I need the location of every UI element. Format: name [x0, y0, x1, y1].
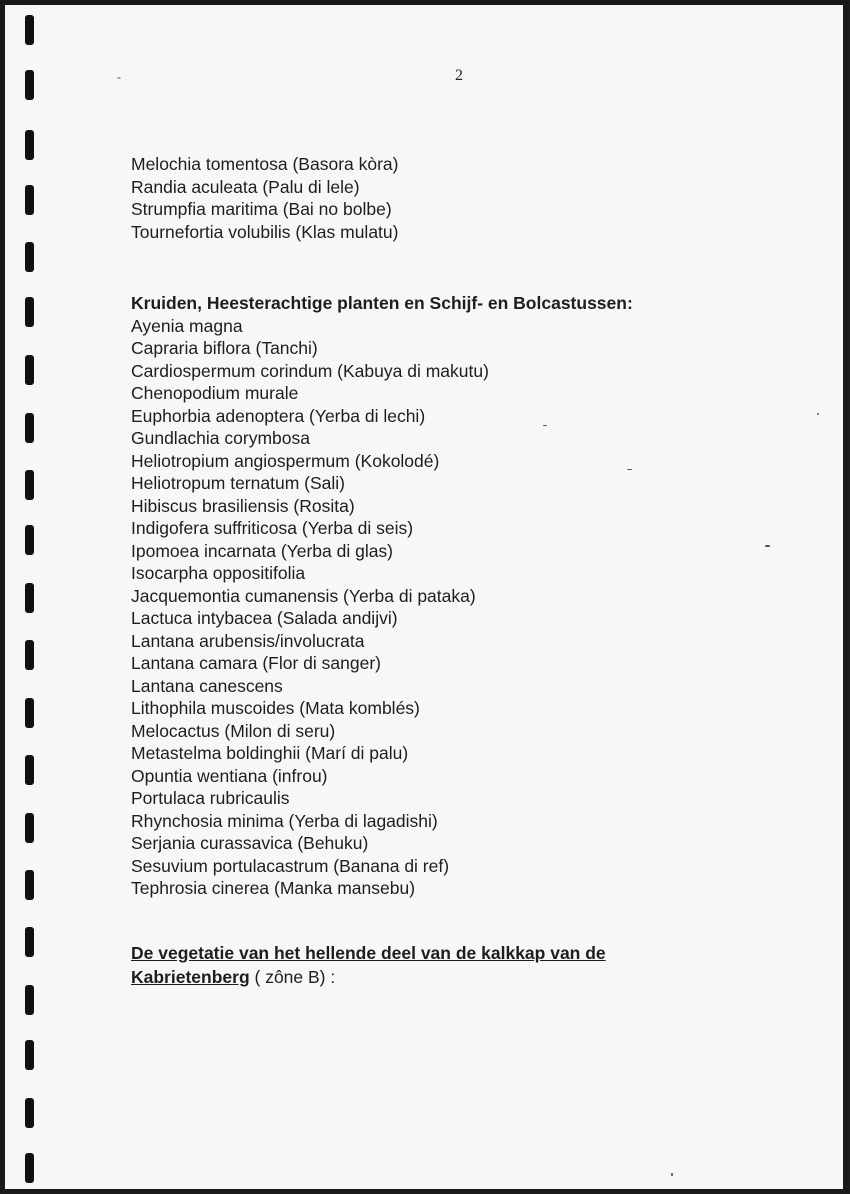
list-item: Isocarpha oppositifolia: [131, 563, 306, 583]
list-item: Serjania curassavica (Behuku): [131, 833, 369, 853]
binding-hole: [25, 755, 34, 785]
list-item: Lantana canescens: [131, 675, 283, 696]
list-item: Rhynchosia minima (Yerba di lagadishi): [131, 810, 438, 831]
list-item: Tournefortia volubilis (Klas mulatu): [131, 221, 399, 242]
list-item: Opuntia wentiana (infrou): [131, 765, 328, 786]
binding-hole: [25, 413, 34, 443]
binding-hole: [25, 583, 34, 613]
scan-speck: [543, 425, 547, 426]
binding-hole: [25, 985, 34, 1015]
list-item: Strumpfia maritima (Bai no bolbe): [131, 199, 392, 219]
scan-mark: -: [117, 70, 121, 84]
list-item: Capraria biflora (Tanchi): [131, 338, 318, 358]
scan-speck: [671, 1173, 673, 1176]
document-page: [5, 5, 843, 1189]
page-number: 2: [455, 67, 463, 84]
list-item: Heliotropium angiospermum (Kokolodé): [131, 450, 440, 471]
list-item: Lactuca intybacea (Salada andijvi): [131, 608, 398, 628]
list-item: Sesuvium portulacastrum (Banana di ref): [131, 855, 450, 876]
list-item: Randia aculeata (Palu di lele): [131, 176, 360, 197]
binding-hole: [25, 870, 34, 900]
scan-speck: [627, 469, 632, 470]
binding-hole: [25, 70, 34, 100]
list-item: Portulaca rubricaulis: [131, 788, 290, 808]
list-item: Melocactus (Milon di seru): [131, 720, 336, 741]
list-item: Euphorbia adenoptera (Yerba di lechi): [131, 405, 426, 426]
binding-holes: [25, 5, 39, 1189]
section-b-heading: [131, 941, 606, 989]
herb-list: [131, 292, 633, 900]
list-item: Chenopodium murale: [131, 383, 299, 403]
list-item: Lantana camara (Flor di sanger): [131, 653, 381, 673]
list-item: Cardiospermum corindum (Kabuya di makutu): [131, 360, 489, 381]
binding-hole: [25, 640, 34, 670]
binding-hole: [25, 1098, 34, 1128]
list-item: Ayenia magna: [131, 315, 243, 336]
list-item: Hibiscus brasiliensis (Rosita): [131, 495, 355, 516]
binding-hole: [25, 470, 34, 500]
binding-hole: [25, 698, 34, 728]
binding-hole: [25, 525, 34, 555]
list-item: Indigofera suffriticosa (Yerba di seis): [131, 518, 414, 538]
list-item: Metastelma boldinghii (Marí di palu): [131, 743, 409, 763]
section-heading: Kruiden, Heesterachtige planten en Schijf- en Bolcastussen:: [131, 293, 633, 313]
binding-hole: [25, 130, 34, 160]
binding-hole: [25, 297, 34, 327]
binding-hole: [25, 355, 34, 385]
binding-hole: [25, 242, 34, 272]
binding-hole: [25, 813, 34, 843]
binding-hole: [25, 1153, 34, 1183]
binding-hole: [25, 927, 34, 957]
scan-speck: [765, 545, 770, 547]
section-b-suffix: ( zône B) :: [249, 967, 336, 987]
list-item: Heliotropum ternatum (Sali): [131, 473, 345, 493]
list-item: Lantana arubensis/involucrata: [131, 630, 365, 651]
list-item: Lithophila muscoides (Mata komblés): [131, 698, 420, 718]
binding-hole: [25, 1040, 34, 1070]
scan-speck: [817, 413, 819, 415]
binding-hole: [25, 15, 34, 45]
section-b-title-line1: De vegetatie van het hellende deel van de kalkkap van de: [131, 943, 606, 963]
section-b-title-line2: Kabrietenberg: [131, 967, 250, 987]
shrub-list: [131, 153, 398, 243]
list-item: Gundlachia corymbosa: [131, 428, 310, 448]
list-item: Tephrosia cinerea (Manka mansebu): [131, 878, 416, 898]
list-item: Jacquemontia cumanensis (Yerba di pataka): [131, 585, 476, 606]
list-item: Ipomoea incarnata (Yerba di glas): [131, 540, 394, 561]
list-item: Melochia tomentosa (Basora kòra): [131, 154, 399, 174]
binding-hole: [25, 185, 34, 215]
